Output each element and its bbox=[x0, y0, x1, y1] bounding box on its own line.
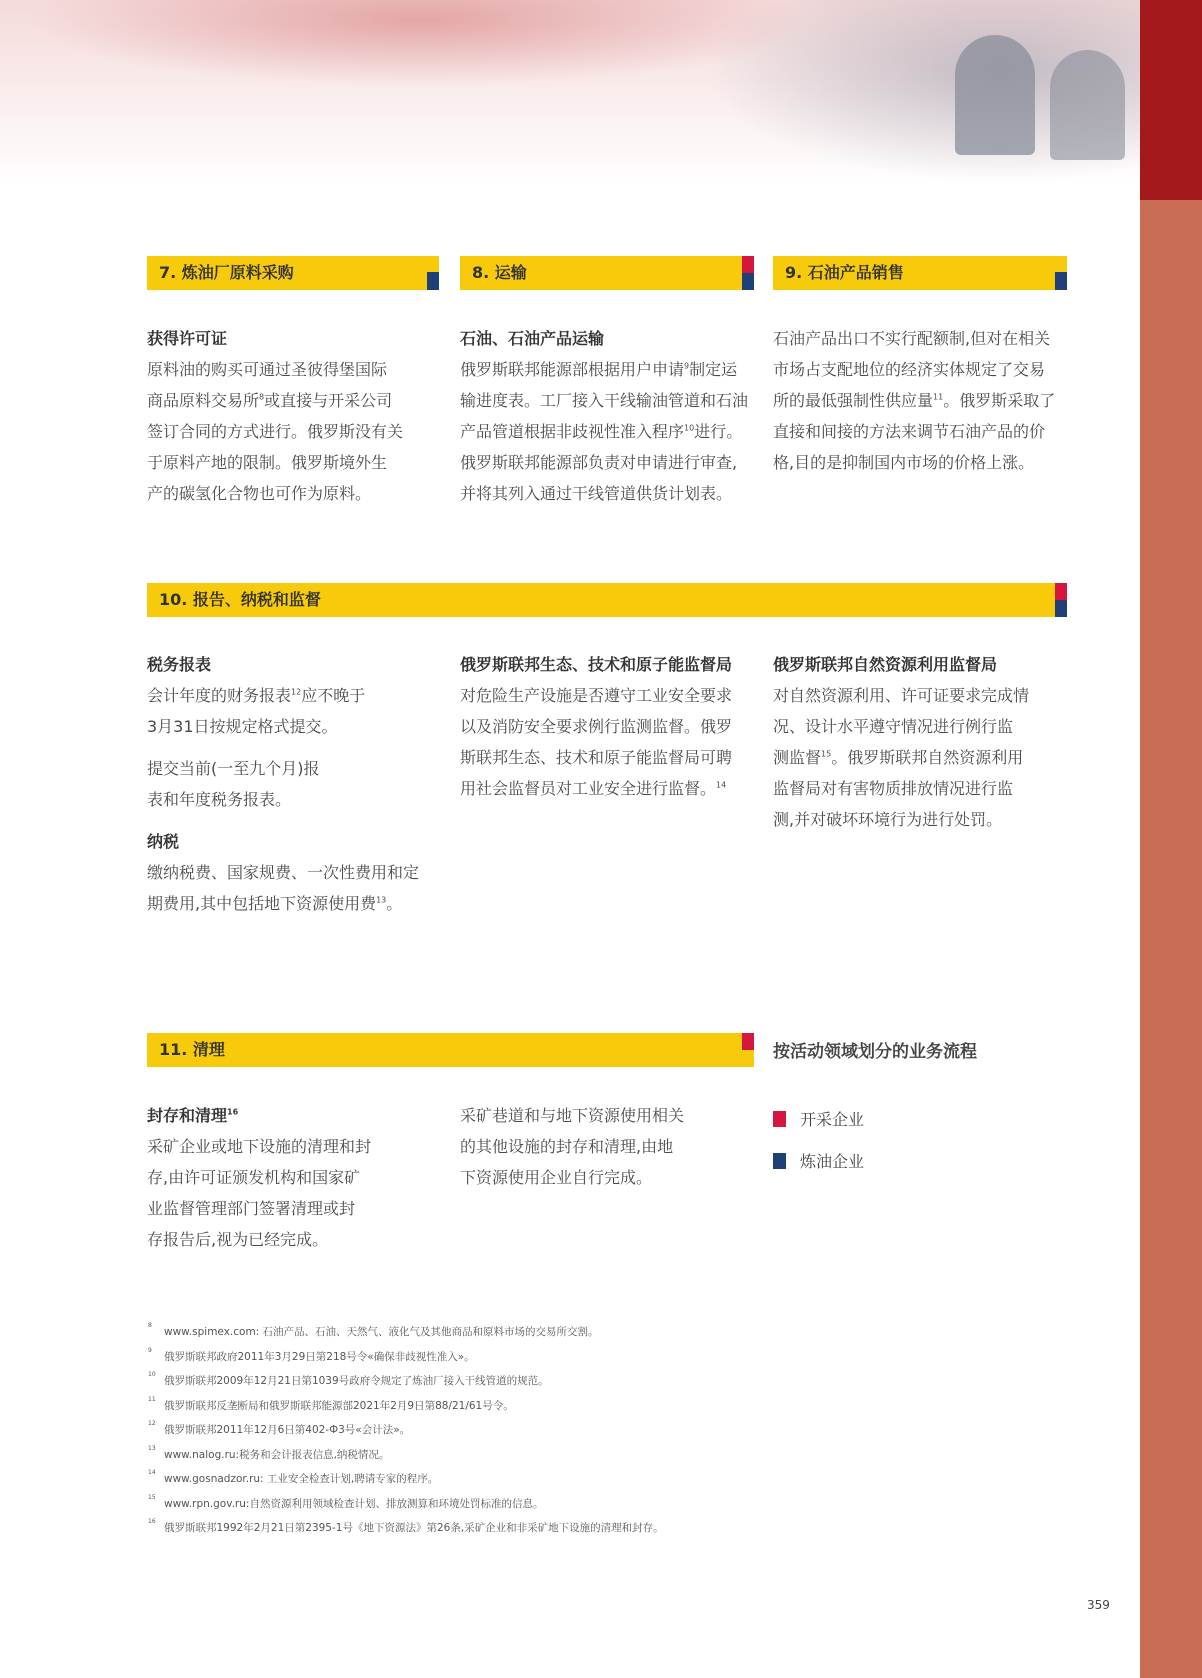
text-line: 期费用,其中包括地下资源使用费$^{13}$。 bbox=[147, 894, 403, 913]
extraction-marker bbox=[742, 256, 754, 273]
text-line: 存,由许可证颁发机构和国家矿 bbox=[147, 1168, 361, 1187]
section-11-header bbox=[147, 1033, 754, 1067]
text-line: 采矿企业或地下设施的清理和封 bbox=[147, 1137, 372, 1156]
section-8-title: 8. 运输 bbox=[472, 263, 527, 282]
section-9-header bbox=[773, 256, 1067, 290]
section-7-header bbox=[147, 256, 439, 290]
section-8-body bbox=[460, 323, 765, 509]
footnote-15: 15 www.rpn.gov.ru:自然资源利用领域检查计划、排放测算和环境处罚标准的信息。 bbox=[148, 1493, 544, 1510]
text-line: 市场占支配地位的经济实体规定了交易 bbox=[773, 360, 1046, 379]
rostechnadzor-heading: 俄罗斯联邦生态、技术和原子能监督局 bbox=[460, 655, 733, 674]
refining-swatch bbox=[773, 1153, 786, 1169]
text-line: 的其他设施的封存和清理,由地 bbox=[460, 1137, 674, 1156]
section-7-body bbox=[147, 323, 437, 509]
section-10-rosprirodnadzor-column bbox=[773, 649, 1073, 835]
refining-marker bbox=[1055, 272, 1067, 290]
text-line: 存报告后,视为已经完成。 bbox=[147, 1230, 329, 1249]
text-line: 对危险生产设施是否遵守工业安全要求 bbox=[460, 686, 733, 705]
section-9-title: 9. 石油产品销售 bbox=[785, 263, 904, 282]
section-10-title: 10. 报告、纳税和监督 bbox=[159, 590, 321, 609]
text-line: 并将其列入通过干线管道供货计划表。 bbox=[460, 484, 733, 503]
footnote-9: 9 俄罗斯联邦政府2011年3月29日第218号令«确保非歧视性准入»。 bbox=[148, 1346, 475, 1363]
text-line: 测,并对破坏环境行为进行处罚。 bbox=[773, 810, 1003, 829]
legend-title: 按活动领域划分的业务流程 bbox=[773, 1042, 977, 1062]
text-line: 下资源使用企业自行完成。 bbox=[460, 1168, 653, 1187]
side-accent-orange bbox=[1140, 200, 1202, 1678]
footnote-8: 8 www.spimex.com: 石油产品、石油、天然气、液化气及其他商品和原料市场的交易所交割。 bbox=[148, 1322, 599, 1338]
side-accent-red bbox=[1140, 0, 1202, 200]
section-11-body-left bbox=[147, 1100, 447, 1255]
section-10-tax-column bbox=[147, 649, 447, 919]
text-line: 斯联邦生态、技术和原子能监督局可聘 bbox=[460, 748, 733, 767]
section-10-header bbox=[147, 583, 1067, 617]
section-9-body bbox=[773, 323, 1073, 478]
footnote-10: 10 俄罗斯联邦2009年12月21日第1039号政府令规定了炼油厂接入干线管道的规范。 bbox=[148, 1371, 549, 1387]
text-line: 石油产品出口不实行配额制,但对在相关 bbox=[773, 329, 1051, 348]
text-line: 商品原料交易所$^8$或直接与开采公司 bbox=[147, 391, 393, 410]
section-7-heading: 获得许可证 bbox=[147, 329, 228, 348]
tax-payment-heading: 纳税 bbox=[147, 832, 180, 851]
section-11-title: 11. 清理 bbox=[159, 1040, 225, 1059]
text-line: 采矿巷道和与地下资源使用相关 bbox=[460, 1106, 685, 1125]
text-line: 俄罗斯联邦能源部负责对申请进行审查, bbox=[460, 453, 738, 472]
rosprirodnadzor-heading: 俄罗斯联邦自然资源利用监督局 bbox=[773, 655, 998, 674]
legend-item-extraction: 开采企业 bbox=[773, 1108, 864, 1132]
section-11-body-right bbox=[460, 1100, 760, 1193]
text-line: 产品管道根据非歧视性准入程序$^{10}$进行。 bbox=[460, 422, 743, 441]
section-11-heading: 封存和清理$^{16}$ bbox=[147, 1106, 239, 1125]
legend-item-refining: 炼油企业 bbox=[773, 1150, 864, 1174]
section-8-heading: 石油、石油产品运输 bbox=[460, 329, 605, 348]
section-7-title: 7. 炼油厂原料采购 bbox=[159, 263, 294, 282]
text-line: 况、设计水平遵守情况进行例行监 bbox=[773, 717, 1014, 736]
text-line: 表和年度税务报表。 bbox=[147, 790, 292, 809]
text-line: 格,目的是抑制国内市场的价格上涨。 bbox=[773, 453, 1035, 472]
extraction-marker bbox=[1055, 583, 1067, 600]
text-line: 对自然资源利用、许可证要求完成情 bbox=[773, 686, 1030, 705]
text-line: 以及消防安全要求例行监测监督。俄罗 bbox=[460, 717, 733, 736]
text-line: 会计年度的财务报表$^{12}$应不晚于 bbox=[147, 686, 366, 705]
footnote-12: 12 俄罗斯联邦2011年12月6日第402-Ф3号«会计法»。 bbox=[148, 1420, 411, 1436]
text-line: 缴纳税费、国家规费、一次性费用和定 bbox=[147, 863, 420, 882]
refining-marker bbox=[1055, 600, 1067, 617]
footnote-16: 16 俄罗斯联邦1992年2月21日第2395-1号《地下资源法》第26条,采矿企业和非采矿地下设施的清理和封存。 bbox=[148, 1518, 664, 1534]
text-line: 输进度表。工厂接入干线输油管道和石油 bbox=[460, 391, 749, 410]
tax-reporting-heading: 税务报表 bbox=[147, 655, 212, 674]
text-line: 业监督管理部门签署清理或封 bbox=[147, 1199, 356, 1218]
refining-marker bbox=[427, 272, 439, 290]
text-line: 原料油的购买可通过圣彼得堡国际 bbox=[147, 360, 388, 379]
section-8-header bbox=[460, 256, 754, 290]
text-line: 产的碳氢化合物也可作为原料。 bbox=[147, 484, 372, 503]
text-line: 测监督$^{15}$。俄罗斯联邦自然资源利用 bbox=[773, 748, 1024, 767]
text-line: 直接和间接的方法来调节石油产品的价 bbox=[773, 422, 1046, 441]
text-line: 3月31日按规定格式提交。 bbox=[147, 717, 338, 736]
footnote-14: 14 www.gosnadzor.ru: 工业安全检查计划,聘请专家的程序。 bbox=[148, 1469, 439, 1485]
text-line: 签订合同的方式进行。俄罗斯没有关 bbox=[147, 422, 404, 441]
extraction-swatch bbox=[773, 1111, 786, 1127]
text-line: 于原料产地的限制。俄罗斯境外生 bbox=[147, 453, 388, 472]
text-line: 监督局对有害物质排放情况进行监 bbox=[773, 779, 1014, 798]
text-line: 所的最低强制性供应量$^{11}$。俄罗斯采取了 bbox=[773, 391, 1056, 410]
footnote-13: 13 www.nalog.ru:税务和会计报表信息,纳税情况。 bbox=[148, 1444, 390, 1461]
text-line: 俄罗斯联邦能源部根据用户申请$^9$制定运 bbox=[460, 360, 738, 379]
text-line: 用社会监督员对工业安全进行监督。$^{14}$ bbox=[460, 779, 727, 798]
header-photo-person-left bbox=[955, 35, 1035, 155]
page-number: 359 bbox=[1087, 1598, 1110, 1612]
text-line: 提交当前(一至九个月)报 bbox=[147, 759, 320, 778]
footnotes bbox=[148, 1320, 1048, 1541]
refining-marker bbox=[742, 273, 754, 290]
extraction-marker bbox=[742, 1033, 754, 1050]
section-10-rostechnadzor-column bbox=[460, 649, 760, 804]
header-photo-person-right bbox=[1050, 50, 1125, 160]
footnote-11: 11 俄罗斯联邦反垄断局和俄罗斯联邦能源部2021年2月9日第88/21/61号令。 bbox=[148, 1395, 514, 1412]
